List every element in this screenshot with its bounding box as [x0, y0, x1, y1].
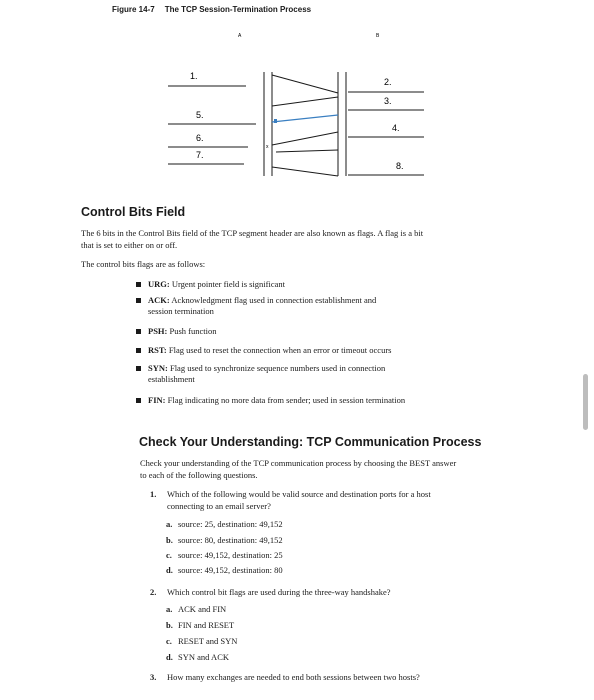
step-number-8: 8.	[396, 161, 404, 171]
answer-option[interactable]	[166, 620, 234, 630]
flag-name: FIN:	[148, 395, 166, 405]
segment-arrow-4	[272, 132, 338, 145]
question-number: 1.	[150, 489, 157, 499]
option-letter: a.	[166, 519, 173, 529]
flag-item-rst	[136, 345, 456, 356]
flag-desc: Flag indicating no more data from sender; used in session termination	[167, 395, 406, 405]
flag-desc: Flag used to synchronize sequence numbers used in connection	[169, 363, 386, 373]
segment-arrow-2	[272, 97, 338, 106]
answer-option[interactable]	[166, 636, 237, 646]
tcp-termination-diagram	[0, 0, 594, 200]
flag-name: URG:	[148, 279, 170, 289]
flag-item-psh	[136, 326, 456, 337]
question-line: How many exchanges are needed to end both sessions between two hosts?	[167, 672, 420, 682]
option-letter: b.	[166, 535, 173, 545]
bullet-icon	[136, 348, 141, 353]
option-text: source: 49,152, destination: 80	[178, 565, 283, 575]
question-1	[150, 488, 530, 514]
option-text: source: 25, destination: 49,152	[178, 519, 283, 529]
figure-caption: The TCP Session-Termination Process	[164, 5, 312, 14]
option-letter: b.	[166, 620, 173, 630]
option-letter: c.	[166, 550, 172, 560]
flag-name: SYN:	[148, 363, 168, 373]
question-number: 2.	[150, 587, 157, 597]
segment-marker	[274, 119, 277, 123]
answer-option[interactable]	[166, 535, 283, 545]
answer-option[interactable]	[166, 550, 283, 560]
question-line: Which control bit flags are used during the three-way handshake?	[167, 587, 391, 597]
flag-name: PSH:	[148, 326, 168, 336]
question-text	[167, 671, 507, 683]
question-number: 3.	[150, 672, 157, 682]
flag-desc-cont: session termination	[148, 306, 214, 316]
flag-desc: Push function	[169, 326, 217, 336]
answer-option[interactable]	[166, 652, 229, 662]
bullet-icon	[136, 282, 141, 287]
flag-desc: Flag used to reset the connection when an error or timeout occurs	[168, 345, 392, 355]
step-number-7: 7.	[196, 150, 204, 160]
flag-item-syn	[136, 363, 456, 385]
flag-name: RST:	[148, 345, 167, 355]
flag-item-urg	[136, 279, 456, 290]
segment-arrow-3	[272, 115, 338, 122]
option-letter: a.	[166, 604, 173, 614]
segment-arrow-1	[272, 75, 338, 93]
option-letter: d.	[166, 652, 173, 662]
flag-name: ACK:	[148, 295, 170, 305]
bullet-icon	[136, 398, 141, 403]
control-bits-intro	[81, 227, 511, 251]
intro-line: Check your understanding of the TCP communication process by choosing the BEST answer	[140, 458, 457, 468]
answer-option[interactable]	[166, 604, 226, 614]
option-text: RESET and SYN	[178, 636, 238, 646]
bullet-icon	[136, 298, 141, 303]
question-text	[167, 586, 507, 598]
intro-line: that is set to either on or off.	[81, 240, 178, 250]
check-intro	[140, 457, 540, 481]
flag-desc: Urgent pointer field is significant	[171, 279, 286, 289]
column-label-a: A	[238, 33, 242, 39]
question-3	[150, 671, 530, 685]
step-number-2: 2.	[384, 77, 392, 87]
option-text: source: 49,152, destination: 25	[178, 550, 283, 560]
bullet-icon	[136, 329, 141, 334]
question-line: Which of the following would be valid source and destination ports for a host	[167, 489, 431, 499]
flag-desc-cont: establishment	[148, 374, 195, 384]
option-text: source: 80, destination: 49,152	[178, 535, 283, 545]
intro-line: to each of the following questions.	[140, 470, 258, 480]
figure-number: Figure 14-7	[112, 5, 155, 14]
answer-option[interactable]	[166, 565, 283, 575]
question-2	[150, 586, 530, 600]
option-letter: d.	[166, 565, 173, 575]
step-number-5: 5.	[196, 110, 204, 120]
intro-line: The 6 bits in the Control Bits field of the TCP segment header are also known as flags. A flag is a bit	[81, 228, 424, 238]
option-letter: c.	[166, 636, 172, 646]
question-text	[167, 488, 507, 512]
flag-item-fin	[136, 395, 496, 406]
bullet-icon	[136, 366, 141, 371]
step-number-6: 6.	[196, 133, 204, 143]
section-heading-control-bits: Control Bits Field	[81, 205, 186, 219]
step-number-1: 1.	[190, 71, 198, 81]
step-number-3: 3.	[384, 96, 392, 106]
answer-option[interactable]	[166, 519, 283, 529]
question-line: connecting to an email server?	[167, 501, 271, 511]
option-text: SYN and ACK	[178, 652, 230, 662]
flag-item-ack	[136, 295, 456, 317]
section-heading-check-understanding: Check Your Understanding: TCP Communication Process	[139, 435, 482, 449]
crossing-mark: x	[266, 144, 269, 150]
segment-arrow-6	[272, 167, 338, 176]
control-bits-lead: The control bits flags are as follows:	[81, 259, 206, 269]
option-text: FIN and RESET	[178, 620, 235, 630]
segment-arrow-5	[276, 150, 338, 152]
step-number-4: 4.	[392, 123, 400, 133]
scrollbar-thumb[interactable]	[583, 374, 588, 430]
flag-desc: Acknowledgment flag used in connection establishment and	[171, 295, 377, 305]
option-text: ACK and FIN	[178, 604, 227, 614]
column-label-b: B	[376, 33, 380, 39]
